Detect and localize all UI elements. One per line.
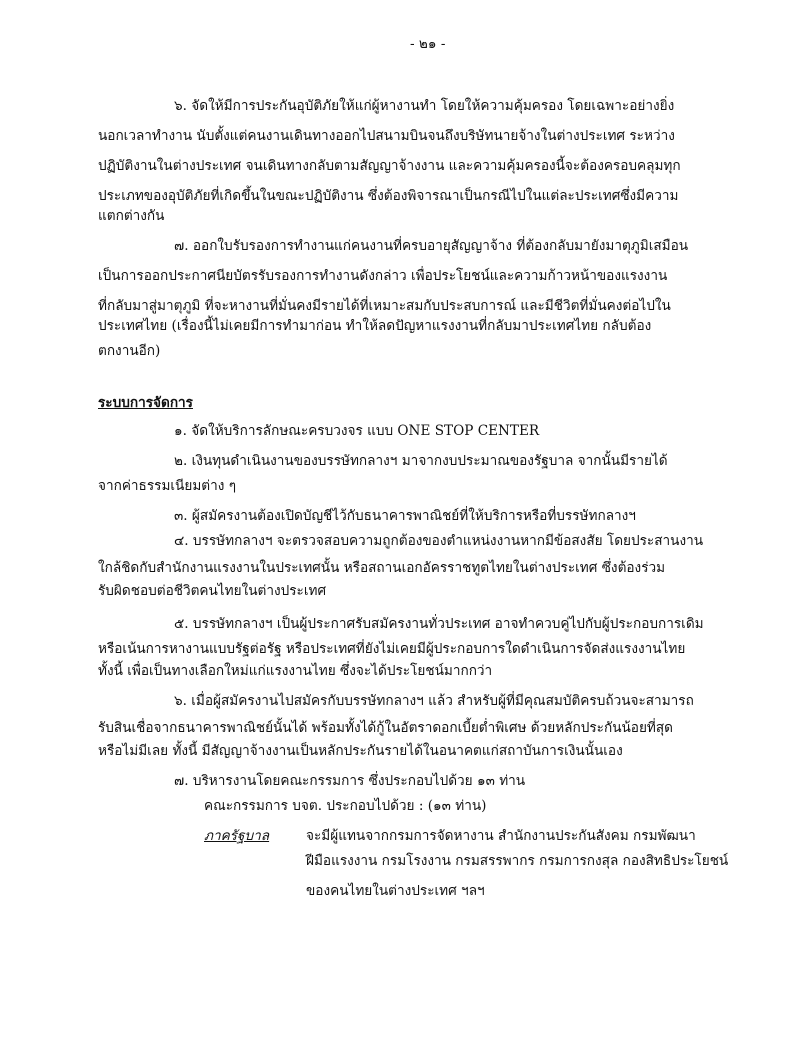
paragraph-line: ที่กลับมาสู่มาตุภูมิ ที่จะหางานที่มั่นคงมีรายได้ที่เหมาะสมกับประสบการณ์ และมีชีวิตที่มั่นคงต่อไปใน — [98, 298, 671, 314]
paragraph-line: เป็นการออกประกาศนียบัตรรับรองการทำงานดังกล่าว เพื่อประโยชน์และความก้าวหน้าของแรงงาน — [98, 268, 668, 284]
paragraph-line: ๖. เมื่อผู้สมัครงานไปสมัครกับบรรษัทกลางฯ แล้ว สำหรับผู้ที่มีคุณสมบัติครบถ้วนจะสามารถ — [174, 693, 694, 709]
paragraph-line: ๒. เงินทุนดำเนินงานของบรรษัทกลางฯ มาจากงบประมาณของรัฐบาล จากนั้นมีรายได้ — [174, 453, 668, 469]
management-item-7: ๗. บริหารงานโดยคณะกรรมการ ซึ่งประกอบไปด้วย ๑๓ ท่าน — [174, 773, 526, 789]
paragraph-line: ปฏิบัติงานในต่างประเทศ จนเดินทางกลับตามสัญญาจ้างงาน และความคุ้มครองนี้จะต้องครอบคลุมทุก — [98, 158, 681, 174]
management-item-1: ๑. จัดให้บริการลักษณะครบวงจร แบบ ONE STOP CENTER — [174, 423, 540, 439]
paragraph-line: หรือไม่มีเลย ทั้งนี้ มีสัญญาจ้างงานเป็นหลักประกันรายได้ในอนาคตแก่สถาบันการเงินนั้นเอง — [98, 743, 623, 759]
paragraph-line: ๖. จัดให้มีการประกันอุบัติภัยให้แก่ผู้หางานทำ โดยให้ความคุ้มครอง โดยเฉพาะอย่างยิ่ง — [174, 98, 675, 114]
paragraph-line: หรือเน้นการหางานแบบรัฐต่อรัฐ หรือประเทศที่ยังไม่เคยมีผู้ประกอบการใดดำเนินการจัดส่งแรงงานไทย — [98, 641, 686, 657]
paragraph-line: ใกล้ชิดกับสำนักงานแรงงานในประเทศนั้น หรือสถานเอกอัครราชทูตไทยในต่างประเทศ ซึ่งต้องร่วม — [98, 560, 666, 576]
paragraph-line: รับผิดชอบต่อชีวิตคนไทยในต่างประเทศ — [98, 583, 327, 599]
paragraph-line: ตกงานอีก) — [98, 343, 161, 359]
paragraph-line: นอกเวลาทำงาน นับตั้งแต่คนงานเดินทางออกไปสนามบินจนถึงบริษัทนายจ้างในต่างประเทศ ระหว่าง — [98, 128, 675, 144]
paragraph-line: ๗. ออกใบรับรองการทำงานแก่คนงานที่ครบอายุสัญญาจ้าง ที่ต้องกลับมายังมาตุภูมิเสมือน — [174, 238, 689, 254]
management-item-3: ๓. ผู้สมัครงานต้องเปิดบัญชีไว้กับธนาคารพาณิชย์ที่ให้บริการหรือที่บรรษัทกลางฯ — [174, 508, 636, 524]
board-composition-line: คณะกรรมการ บจต. ประกอบไปด้วย : (๑๓ ท่าน) — [204, 798, 487, 814]
paragraph-line: ประเภทของอุบัติภัยที่เกิดขึ้นในขณะปฏิบัติงาน ซึ่งต้องพิจารณาเป็นกรณีไปในแต่ละประเทศซึ่งมีความ — [98, 188, 679, 204]
paragraph-line: ทั้งนี้ เพื่อเป็นทางเลือกใหม่แก่แรงงานไทย ซึ่งจะได้ประโยชน์มากกว่า — [98, 663, 493, 679]
paragraph-line: ของคนไทยในต่างประเทศ ฯลฯ — [306, 883, 485, 899]
paragraph-line: ฝีมือแรงงาน กรมโรงงาน กรมสรรพากร กรมการกงสุล กองสิทธิประโยชน์ — [306, 853, 729, 869]
paragraph-line: จากค่าธรรมเนียมต่าง ๆ — [98, 478, 237, 494]
paragraph-line: ประเทศไทย (เรื่องนี้ไม่เคยมีการทำมาก่อน ทำให้ลดปัญหาแรงงานที่กลับมาประเทศไทย กลับต้อง — [98, 318, 652, 334]
paragraph-line: รับสินเชื่อจากธนาคารพาณิชย์นั้นได้ พร้อมทั้งได้กู้ในอัตราดอกเบี้ยต่ำพิเศษ ด้วยหลักประกันน้อยที่สุด — [98, 720, 673, 736]
paragraph-line: ๔. บรรษัทกลางฯ จะตรวจสอบความถูกต้องของตำแหน่งงานหากมีข้อสงสัย โดยประสานงาน — [174, 533, 704, 549]
paragraph-line: จะมีผู้แทนจากกรมการจัดหางาน สำนักงานประกันสังคม กรมพัฒนา — [306, 828, 696, 844]
page-number: - ๒๑ - — [410, 36, 446, 52]
paragraph-line: ๕. บรรษัทกลางฯ เป็นผู้ประกาศรับสมัครงานทั่วประเทศ อาจทำควบคู่ไปกับผู้ประกอบการเดิม — [174, 616, 704, 632]
paragraph-line: แตกต่างกัน — [98, 208, 165, 224]
section-heading: ระบบการจัดการ — [98, 395, 193, 411]
government-sector-label: ภาครัฐบาล — [204, 828, 270, 844]
